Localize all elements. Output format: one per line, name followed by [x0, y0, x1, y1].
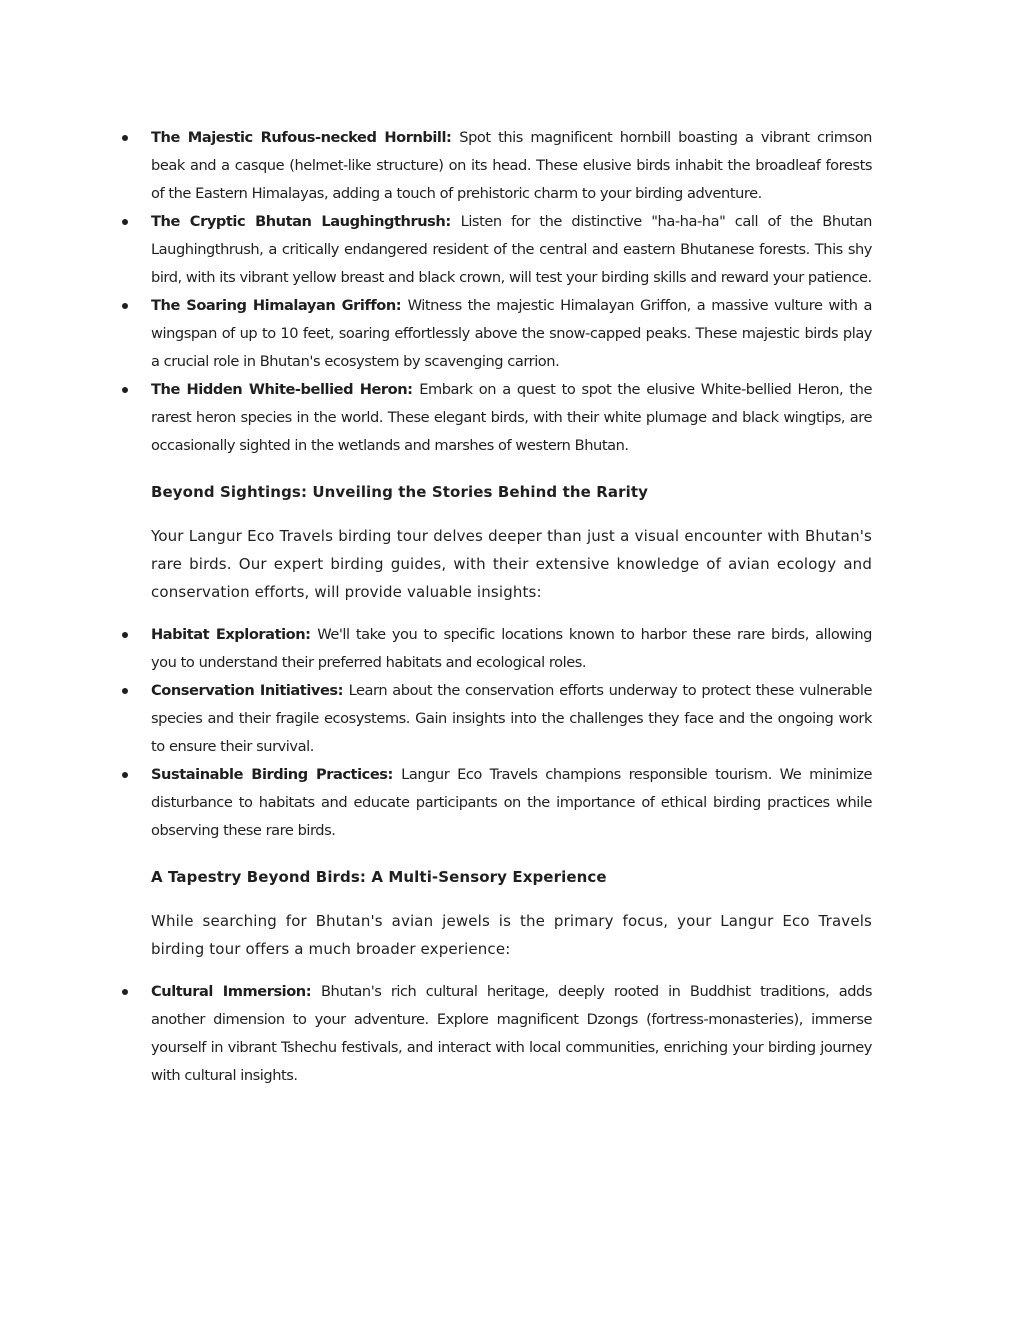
- list-item: [151, 978, 872, 1090]
- list-item-text: We'll take you to specific locations known to harbor these rare birds, allowing you to understand their preferred habitats and ecological roles.: [151, 626, 872, 671]
- bullet-icon: [122, 688, 128, 694]
- list-item: [151, 761, 872, 845]
- bullet-icon: [122, 387, 128, 393]
- list-item-term: The Hidden White-bellied Heron:: [151, 381, 420, 398]
- list-item-term: Sustainable Birding Practices:: [151, 766, 402, 783]
- list-item-term: The Soaring Himalayan Griffon:: [151, 297, 408, 314]
- list-item-term: Cultural Immersion:: [151, 983, 321, 1000]
- bird-species-list: [151, 124, 872, 460]
- list-item-text: Embark on a quest to spot the elusive White-bellied Heron, the rarest heron species in the world. These elegant birds, with their white plumage and black wingtips, are occasionally sighted in the wetlands and marshes of western Bhutan.: [151, 381, 872, 454]
- list-item-term: The Cryptic Bhutan Laughingthrush:: [151, 213, 461, 230]
- section-paragraph-rarity: Your Langur Eco Travels birding tour delves deeper than just a visual encounter with Bhutan's rare birds. Our expert birding guides, with their extensive knowledge of avian ecology and conservation efforts, will provide valuable insights:: [151, 527, 872, 601]
- bullet-icon: [122, 135, 128, 141]
- list-item-text: Listen for the distinctive "ha-ha-ha" call of the Bhutan Laughingthrush, a critically endangered resident of the central and eastern Bhutanese forests. This shy bird, with its vibrant yellow breast and black crown, will test your birding skills and reward your patience.: [151, 213, 872, 286]
- list-item: [151, 621, 872, 677]
- list-item-text: Spot this magnificent hornbill boasting a vibrant crimson beak and a casque (helmet-like structure) on its head. These elusive birds inhabit the broadleaf forests of the Eastern Himalayas, adding a touch of prehistoric charm to your birding adventure.: [151, 129, 872, 202]
- list-item-text: Langur Eco Travels champions responsible tourism. We minimize disturbance to habitats and educate participants on the importance of ethical birding practices while observing these rare birds.: [151, 766, 872, 839]
- list-item-text: Bhutan's rich cultural heritage, deeply rooted in Buddhist traditions, adds another dimension to your adventure. Explore magnificent Dzongs (fortress-monasteries), immerse yourself in vibrant Tshechu festivals, and interact with local communities, enriching your birding journey with cultural insights.: [151, 983, 872, 1084]
- bullet-icon: [122, 989, 128, 995]
- list-item-term: Conservation Initiatives:: [151, 682, 349, 699]
- list-item-text: Witness the majestic Himalayan Griffon, a massive vulture with a wingspan of up to 10 feet, soaring effortlessly above the snow-capped peaks. These majestic birds play a crucial role in Bhutan's ecosystem by scavenging carrion.: [151, 297, 872, 370]
- section-heading-rarity: Beyond Sightings: Unveiling the Stories Behind the Rarity: [151, 483, 648, 501]
- list-item-term: Habitat Exploration:: [151, 626, 318, 643]
- spacer: [151, 460, 872, 478]
- list-item: [151, 124, 872, 208]
- spacer: [151, 506, 872, 522]
- bullet-icon: [122, 772, 128, 778]
- spacer: [151, 963, 872, 978]
- spacer: [151, 845, 872, 863]
- list-item-text: Learn about the conservation efforts underway to protect these vulnerable species and their fragile ecosystems. Gain insights into the challenges they face and the ongoing work to ensure their survival.: [151, 682, 872, 755]
- list-item: [151, 677, 872, 761]
- list-item: [151, 208, 872, 292]
- list-item: [151, 292, 872, 376]
- document-content: [151, 124, 872, 1090]
- experience-list: [151, 978, 872, 1090]
- list-item: [151, 376, 872, 460]
- spacer: [151, 891, 872, 907]
- insights-list: [151, 621, 872, 845]
- bullet-icon: [122, 632, 128, 638]
- section-heading-tapestry: A Tapestry Beyond Birds: A Multi-Sensory Experience: [151, 868, 607, 886]
- bullet-icon: [122, 219, 128, 225]
- list-item-term: The Majestic Rufous-necked Hornbill:: [151, 129, 460, 146]
- spacer: [151, 606, 872, 621]
- section-paragraph-tapestry: While searching for Bhutan's avian jewels is the primary focus, your Langur Eco Travels birding tour offers a much broader experience:: [151, 912, 872, 958]
- bullet-icon: [122, 303, 128, 309]
